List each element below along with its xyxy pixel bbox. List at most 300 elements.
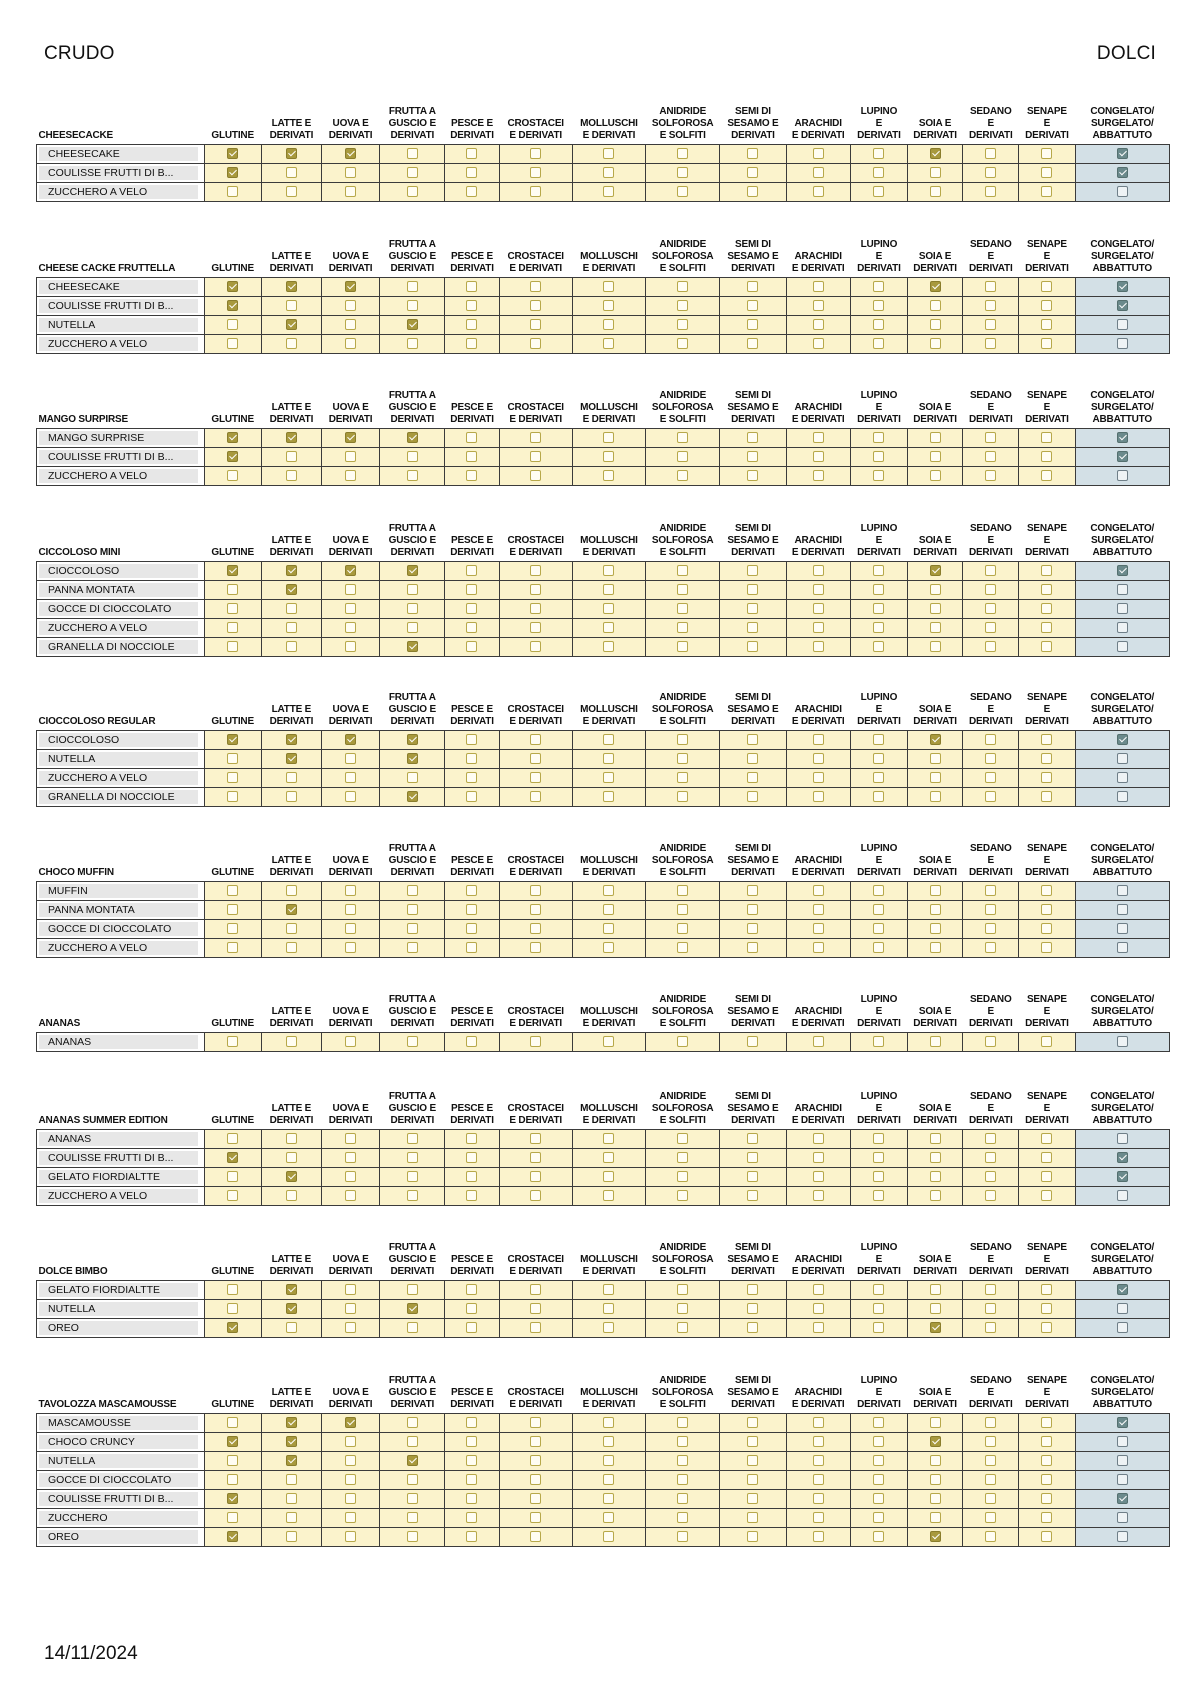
checkbox-unchecked[interactable]	[286, 942, 297, 953]
checkbox-unchecked[interactable]	[985, 1303, 996, 1314]
checkbox-unchecked[interactable]	[873, 1152, 884, 1163]
checkbox-unchecked[interactable]	[677, 1322, 688, 1333]
checkbox-unchecked[interactable]	[985, 1512, 996, 1523]
checkbox-unchecked[interactable]	[813, 470, 824, 481]
checkbox-unchecked[interactable]	[747, 565, 758, 576]
checkbox-unchecked[interactable]	[466, 281, 477, 292]
checkbox-unchecked[interactable]	[930, 772, 941, 783]
checkbox-unchecked[interactable]	[1117, 641, 1128, 652]
checkbox-unchecked[interactable]	[530, 641, 541, 652]
checkbox-checked[interactable]	[407, 432, 418, 443]
checkbox-unchecked[interactable]	[747, 1436, 758, 1447]
checkbox-unchecked[interactable]	[677, 300, 688, 311]
checkbox-unchecked[interactable]	[747, 584, 758, 595]
checkbox-unchecked[interactable]	[747, 300, 758, 311]
checkbox-checked[interactable]	[286, 904, 297, 915]
checkbox-unchecked[interactable]	[677, 319, 688, 330]
checkbox-unchecked[interactable]	[286, 338, 297, 349]
checkbox-unchecked[interactable]	[1117, 1133, 1128, 1144]
checkbox-unchecked[interactable]	[345, 300, 356, 311]
checkbox-checked[interactable]	[930, 734, 941, 745]
checkbox-unchecked[interactable]	[873, 1036, 884, 1047]
checkbox-unchecked[interactable]	[813, 1531, 824, 1542]
checkbox-unchecked[interactable]	[747, 904, 758, 915]
checkbox-unchecked[interactable]	[407, 148, 418, 159]
checkbox-unchecked[interactable]	[603, 1512, 614, 1523]
checkbox-unchecked[interactable]	[873, 584, 884, 595]
checkbox-checked[interactable]	[227, 1322, 238, 1333]
checkbox-unchecked[interactable]	[813, 622, 824, 633]
checkbox-unchecked[interactable]	[985, 904, 996, 915]
checkbox-checked[interactable]	[345, 565, 356, 576]
checkbox-unchecked[interactable]	[813, 1190, 824, 1201]
checkbox-unchecked[interactable]	[530, 300, 541, 311]
checkbox-unchecked[interactable]	[873, 281, 884, 292]
checkbox-unchecked[interactable]	[227, 1455, 238, 1466]
checkbox-unchecked[interactable]	[345, 1493, 356, 1504]
checkbox-unchecked[interactable]	[985, 451, 996, 462]
checkbox-unchecked[interactable]	[345, 1284, 356, 1295]
checkbox-unchecked[interactable]	[603, 1322, 614, 1333]
checkbox-checked[interactable]	[227, 1493, 238, 1504]
checkbox-unchecked[interactable]	[873, 1303, 884, 1314]
checkbox-unchecked[interactable]	[985, 300, 996, 311]
checkbox-unchecked[interactable]	[747, 1133, 758, 1144]
checkbox-unchecked[interactable]	[227, 1512, 238, 1523]
checkbox-unchecked[interactable]	[985, 603, 996, 614]
checkbox-unchecked[interactable]	[227, 1036, 238, 1047]
checkbox-unchecked[interactable]	[1117, 791, 1128, 802]
checkbox-unchecked[interactable]	[227, 885, 238, 896]
checkbox-unchecked[interactable]	[677, 904, 688, 915]
checkbox-unchecked[interactable]	[930, 1036, 941, 1047]
checkbox-unchecked[interactable]	[873, 1531, 884, 1542]
checkbox-unchecked[interactable]	[407, 603, 418, 614]
checkbox-unchecked[interactable]	[930, 904, 941, 915]
checkbox-unchecked[interactable]	[813, 1436, 824, 1447]
checkbox-unchecked[interactable]	[530, 942, 541, 953]
checkbox-unchecked[interactable]	[286, 1512, 297, 1523]
checkbox-unchecked[interactable]	[227, 338, 238, 349]
checkbox-unchecked[interactable]	[345, 923, 356, 934]
checkbox-checked[interactable]	[286, 148, 297, 159]
checkbox-unchecked[interactable]	[813, 1152, 824, 1163]
checkbox-unchecked[interactable]	[1117, 186, 1128, 197]
checkbox-unchecked[interactable]	[1041, 772, 1052, 783]
checkbox-checked[interactable]	[286, 753, 297, 764]
checkbox-unchecked[interactable]	[1041, 167, 1052, 178]
checkbox-unchecked[interactable]	[227, 622, 238, 633]
checkbox-unchecked[interactable]	[603, 942, 614, 953]
checkbox-unchecked[interactable]	[747, 772, 758, 783]
checkbox-unchecked[interactable]	[345, 942, 356, 953]
checkbox-unchecked[interactable]	[286, 1036, 297, 1047]
checkbox-unchecked[interactable]	[873, 791, 884, 802]
checkbox-unchecked[interactable]	[813, 1284, 824, 1295]
checkbox-unchecked[interactable]	[985, 167, 996, 178]
checkbox-unchecked[interactable]	[286, 470, 297, 481]
checkbox-unchecked[interactable]	[530, 1171, 541, 1182]
checkbox-unchecked[interactable]	[345, 1171, 356, 1182]
checkbox-unchecked[interactable]	[345, 1531, 356, 1542]
checkbox-unchecked[interactable]	[985, 885, 996, 896]
checkbox-unchecked[interactable]	[873, 451, 884, 462]
checkbox-unchecked[interactable]	[345, 603, 356, 614]
checkbox-unchecked[interactable]	[227, 1190, 238, 1201]
checkbox-unchecked[interactable]	[873, 148, 884, 159]
checkbox-unchecked[interactable]	[873, 1284, 884, 1295]
checkbox-unchecked[interactable]	[985, 734, 996, 745]
checkbox-unchecked[interactable]	[985, 1474, 996, 1485]
checkbox-unchecked[interactable]	[985, 791, 996, 802]
checkbox-unchecked[interactable]	[466, 470, 477, 481]
checkbox-unchecked[interactable]	[530, 772, 541, 783]
checkbox-unchecked[interactable]	[603, 1455, 614, 1466]
checkbox-unchecked[interactable]	[407, 281, 418, 292]
checkbox-unchecked[interactable]	[407, 885, 418, 896]
checkbox-unchecked[interactable]	[530, 1322, 541, 1333]
checkbox-unchecked[interactable]	[873, 772, 884, 783]
checkbox-unchecked[interactable]	[603, 565, 614, 576]
checkbox-unchecked[interactable]	[407, 1512, 418, 1523]
checkbox-unchecked[interactable]	[227, 753, 238, 764]
checkbox-unchecked[interactable]	[1041, 148, 1052, 159]
checkbox-unchecked[interactable]	[813, 1171, 824, 1182]
checkbox-unchecked[interactable]	[677, 1436, 688, 1447]
checkbox-unchecked[interactable]	[677, 622, 688, 633]
checkbox-checked[interactable]	[286, 1436, 297, 1447]
checkbox-unchecked[interactable]	[530, 1036, 541, 1047]
checkbox-unchecked[interactable]	[930, 603, 941, 614]
checkbox-unchecked[interactable]	[345, 319, 356, 330]
checkbox-unchecked[interactable]	[930, 451, 941, 462]
checkbox-unchecked[interactable]	[813, 1133, 824, 1144]
checkbox-unchecked[interactable]	[813, 319, 824, 330]
checkbox-unchecked[interactable]	[873, 338, 884, 349]
checkbox-unchecked[interactable]	[747, 1322, 758, 1333]
checkbox-unchecked[interactable]	[603, 281, 614, 292]
checkbox-checked[interactable]	[227, 1436, 238, 1447]
checkbox-unchecked[interactable]	[603, 923, 614, 934]
checkbox-unchecked[interactable]	[407, 772, 418, 783]
checkbox-checked[interactable]	[227, 565, 238, 576]
checkbox-unchecked[interactable]	[286, 186, 297, 197]
checkbox-unchecked[interactable]	[985, 565, 996, 576]
checkbox-checked[interactable]	[930, 1531, 941, 1542]
checkbox-unchecked[interactable]	[227, 1417, 238, 1428]
checkbox-unchecked[interactable]	[286, 885, 297, 896]
checkbox-unchecked[interactable]	[286, 772, 297, 783]
checkbox-checked[interactable]	[227, 432, 238, 443]
checkbox-unchecked[interactable]	[677, 1303, 688, 1314]
checkbox-unchecked[interactable]	[1117, 603, 1128, 614]
checkbox-unchecked[interactable]	[530, 734, 541, 745]
checkbox-unchecked[interactable]	[530, 1152, 541, 1163]
checkbox-unchecked[interactable]	[677, 1531, 688, 1542]
checkbox-unchecked[interactable]	[345, 772, 356, 783]
checkbox-unchecked[interactable]	[677, 1133, 688, 1144]
checkbox-unchecked[interactable]	[530, 186, 541, 197]
checkbox-unchecked[interactable]	[407, 470, 418, 481]
checkbox-unchecked[interactable]	[985, 1436, 996, 1447]
checkbox-unchecked[interactable]	[407, 1531, 418, 1542]
checkbox-unchecked[interactable]	[1117, 1512, 1128, 1523]
checkbox-checked[interactable]	[227, 148, 238, 159]
checkbox-unchecked[interactable]	[747, 942, 758, 953]
checkbox-unchecked[interactable]	[1117, 1436, 1128, 1447]
checkbox-unchecked[interactable]	[813, 186, 824, 197]
checkbox-unchecked[interactable]	[1117, 319, 1128, 330]
checkbox-unchecked[interactable]	[530, 1303, 541, 1314]
checkbox-unchecked[interactable]	[466, 1152, 477, 1163]
checkbox-unchecked[interactable]	[873, 1322, 884, 1333]
checkbox-unchecked[interactable]	[466, 1474, 477, 1485]
checkbox-unchecked[interactable]	[466, 1493, 477, 1504]
checkbox-unchecked[interactable]	[466, 1036, 477, 1047]
checkbox-unchecked[interactable]	[466, 319, 477, 330]
checkbox-checked[interactable]	[1117, 1417, 1128, 1428]
checkbox-unchecked[interactable]	[677, 565, 688, 576]
checkbox-checked[interactable]	[227, 167, 238, 178]
checkbox-unchecked[interactable]	[813, 432, 824, 443]
checkbox-unchecked[interactable]	[530, 1455, 541, 1466]
checkbox-unchecked[interactable]	[227, 186, 238, 197]
checkbox-checked[interactable]	[1117, 734, 1128, 745]
checkbox-unchecked[interactable]	[530, 1474, 541, 1485]
checkbox-unchecked[interactable]	[813, 1417, 824, 1428]
checkbox-unchecked[interactable]	[530, 470, 541, 481]
checkbox-unchecked[interactable]	[930, 432, 941, 443]
checkbox-unchecked[interactable]	[466, 942, 477, 953]
checkbox-unchecked[interactable]	[813, 167, 824, 178]
checkbox-unchecked[interactable]	[677, 641, 688, 652]
checkbox-checked[interactable]	[1117, 300, 1128, 311]
checkbox-unchecked[interactable]	[930, 186, 941, 197]
checkbox-unchecked[interactable]	[677, 584, 688, 595]
checkbox-unchecked[interactable]	[1041, 1493, 1052, 1504]
checkbox-unchecked[interactable]	[677, 1152, 688, 1163]
checkbox-unchecked[interactable]	[227, 470, 238, 481]
checkbox-unchecked[interactable]	[747, 1474, 758, 1485]
checkbox-checked[interactable]	[227, 734, 238, 745]
checkbox-unchecked[interactable]	[677, 167, 688, 178]
checkbox-unchecked[interactable]	[286, 1474, 297, 1485]
checkbox-unchecked[interactable]	[407, 1171, 418, 1182]
checkbox-unchecked[interactable]	[985, 1493, 996, 1504]
checkbox-unchecked[interactable]	[747, 1171, 758, 1182]
checkbox-unchecked[interactable]	[813, 923, 824, 934]
checkbox-unchecked[interactable]	[747, 1512, 758, 1523]
checkbox-unchecked[interactable]	[930, 1171, 941, 1182]
checkbox-unchecked[interactable]	[466, 1190, 477, 1201]
checkbox-unchecked[interactable]	[985, 1417, 996, 1428]
checkbox-unchecked[interactable]	[1041, 942, 1052, 953]
checkbox-unchecked[interactable]	[930, 885, 941, 896]
checkbox-unchecked[interactable]	[677, 942, 688, 953]
checkbox-unchecked[interactable]	[345, 1322, 356, 1333]
checkbox-checked[interactable]	[286, 281, 297, 292]
checkbox-unchecked[interactable]	[677, 1284, 688, 1295]
checkbox-unchecked[interactable]	[603, 584, 614, 595]
checkbox-unchecked[interactable]	[466, 565, 477, 576]
checkbox-unchecked[interactable]	[873, 565, 884, 576]
checkbox-unchecked[interactable]	[1041, 1284, 1052, 1295]
checkbox-unchecked[interactable]	[1041, 338, 1052, 349]
checkbox-checked[interactable]	[407, 734, 418, 745]
checkbox-unchecked[interactable]	[985, 1133, 996, 1144]
checkbox-unchecked[interactable]	[930, 300, 941, 311]
checkbox-unchecked[interactable]	[466, 1303, 477, 1314]
checkbox-unchecked[interactable]	[677, 451, 688, 462]
checkbox-unchecked[interactable]	[286, 1133, 297, 1144]
checkbox-unchecked[interactable]	[1041, 1133, 1052, 1144]
checkbox-checked[interactable]	[1117, 565, 1128, 576]
checkbox-unchecked[interactable]	[1041, 1152, 1052, 1163]
checkbox-unchecked[interactable]	[1041, 319, 1052, 330]
checkbox-unchecked[interactable]	[227, 1284, 238, 1295]
checkbox-unchecked[interactable]	[1117, 942, 1128, 953]
checkbox-unchecked[interactable]	[286, 641, 297, 652]
checkbox-unchecked[interactable]	[466, 186, 477, 197]
checkbox-unchecked[interactable]	[530, 1493, 541, 1504]
checkbox-checked[interactable]	[227, 1152, 238, 1163]
checkbox-unchecked[interactable]	[345, 167, 356, 178]
checkbox-checked[interactable]	[227, 281, 238, 292]
checkbox-unchecked[interactable]	[530, 622, 541, 633]
checkbox-unchecked[interactable]	[873, 1455, 884, 1466]
checkbox-unchecked[interactable]	[1117, 1474, 1128, 1485]
checkbox-unchecked[interactable]	[466, 167, 477, 178]
checkbox-unchecked[interactable]	[873, 1133, 884, 1144]
checkbox-unchecked[interactable]	[1041, 734, 1052, 745]
checkbox-unchecked[interactable]	[985, 622, 996, 633]
checkbox-unchecked[interactable]	[345, 470, 356, 481]
checkbox-unchecked[interactable]	[985, 1531, 996, 1542]
checkbox-unchecked[interactable]	[873, 1171, 884, 1182]
checkbox-unchecked[interactable]	[407, 186, 418, 197]
checkbox-unchecked[interactable]	[1041, 622, 1052, 633]
checkbox-unchecked[interactable]	[930, 470, 941, 481]
checkbox-unchecked[interactable]	[603, 1036, 614, 1047]
checkbox-unchecked[interactable]	[813, 148, 824, 159]
checkbox-unchecked[interactable]	[286, 603, 297, 614]
checkbox-unchecked[interactable]	[1117, 1322, 1128, 1333]
checkbox-unchecked[interactable]	[813, 791, 824, 802]
checkbox-unchecked[interactable]	[227, 904, 238, 915]
checkbox-unchecked[interactable]	[985, 1322, 996, 1333]
checkbox-unchecked[interactable]	[930, 1474, 941, 1485]
checkbox-unchecked[interactable]	[466, 734, 477, 745]
checkbox-checked[interactable]	[286, 1417, 297, 1428]
checkbox-unchecked[interactable]	[345, 338, 356, 349]
checkbox-checked[interactable]	[930, 281, 941, 292]
checkbox-unchecked[interactable]	[930, 1493, 941, 1504]
checkbox-unchecked[interactable]	[873, 753, 884, 764]
checkbox-checked[interactable]	[1117, 281, 1128, 292]
checkbox-unchecked[interactable]	[813, 734, 824, 745]
checkbox-unchecked[interactable]	[1041, 904, 1052, 915]
checkbox-checked[interactable]	[345, 281, 356, 292]
checkbox-unchecked[interactable]	[677, 1036, 688, 1047]
checkbox-unchecked[interactable]	[985, 470, 996, 481]
checkbox-unchecked[interactable]	[345, 1303, 356, 1314]
checkbox-unchecked[interactable]	[345, 1512, 356, 1523]
checkbox-checked[interactable]	[1117, 167, 1128, 178]
checkbox-unchecked[interactable]	[747, 451, 758, 462]
checkbox-unchecked[interactable]	[603, 186, 614, 197]
checkbox-unchecked[interactable]	[747, 641, 758, 652]
checkbox-unchecked[interactable]	[677, 338, 688, 349]
checkbox-unchecked[interactable]	[407, 338, 418, 349]
checkbox-unchecked[interactable]	[530, 338, 541, 349]
checkbox-unchecked[interactable]	[603, 753, 614, 764]
checkbox-unchecked[interactable]	[286, 791, 297, 802]
checkbox-unchecked[interactable]	[747, 923, 758, 934]
checkbox-unchecked[interactable]	[747, 1284, 758, 1295]
checkbox-checked[interactable]	[286, 734, 297, 745]
checkbox-unchecked[interactable]	[466, 148, 477, 159]
checkbox-unchecked[interactable]	[985, 942, 996, 953]
checkbox-unchecked[interactable]	[873, 923, 884, 934]
checkbox-unchecked[interactable]	[930, 584, 941, 595]
checkbox-unchecked[interactable]	[985, 338, 996, 349]
checkbox-unchecked[interactable]	[813, 641, 824, 652]
checkbox-unchecked[interactable]	[407, 622, 418, 633]
checkbox-unchecked[interactable]	[345, 1152, 356, 1163]
checkbox-unchecked[interactable]	[286, 923, 297, 934]
checkbox-unchecked[interactable]	[677, 1512, 688, 1523]
checkbox-unchecked[interactable]	[1041, 1417, 1052, 1428]
checkbox-unchecked[interactable]	[1117, 1303, 1128, 1314]
checkbox-unchecked[interactable]	[873, 942, 884, 953]
checkbox-unchecked[interactable]	[813, 904, 824, 915]
checkbox-unchecked[interactable]	[345, 1133, 356, 1144]
checkbox-unchecked[interactable]	[603, 167, 614, 178]
checkbox-checked[interactable]	[227, 451, 238, 462]
checkbox-unchecked[interactable]	[466, 622, 477, 633]
checkbox-unchecked[interactable]	[985, 319, 996, 330]
checkbox-unchecked[interactable]	[747, 167, 758, 178]
checkbox-unchecked[interactable]	[873, 300, 884, 311]
checkbox-unchecked[interactable]	[985, 1455, 996, 1466]
checkbox-unchecked[interactable]	[873, 885, 884, 896]
checkbox-checked[interactable]	[930, 1322, 941, 1333]
checkbox-unchecked[interactable]	[1041, 1036, 1052, 1047]
checkbox-unchecked[interactable]	[873, 734, 884, 745]
checkbox-unchecked[interactable]	[813, 584, 824, 595]
checkbox-unchecked[interactable]	[873, 1417, 884, 1428]
checkbox-checked[interactable]	[1117, 451, 1128, 462]
checkbox-unchecked[interactable]	[407, 451, 418, 462]
checkbox-unchecked[interactable]	[813, 885, 824, 896]
checkbox-unchecked[interactable]	[407, 1436, 418, 1447]
checkbox-unchecked[interactable]	[603, 772, 614, 783]
checkbox-unchecked[interactable]	[985, 186, 996, 197]
checkbox-checked[interactable]	[286, 1171, 297, 1182]
checkbox-unchecked[interactable]	[1117, 338, 1128, 349]
checkbox-unchecked[interactable]	[813, 1474, 824, 1485]
checkbox-checked[interactable]	[407, 1303, 418, 1314]
checkbox-unchecked[interactable]	[407, 1152, 418, 1163]
checkbox-unchecked[interactable]	[466, 753, 477, 764]
checkbox-unchecked[interactable]	[930, 622, 941, 633]
checkbox-unchecked[interactable]	[603, 641, 614, 652]
checkbox-unchecked[interactable]	[530, 753, 541, 764]
checkbox-unchecked[interactable]	[985, 923, 996, 934]
checkbox-unchecked[interactable]	[227, 791, 238, 802]
checkbox-unchecked[interactable]	[466, 885, 477, 896]
checkbox-unchecked[interactable]	[603, 1493, 614, 1504]
